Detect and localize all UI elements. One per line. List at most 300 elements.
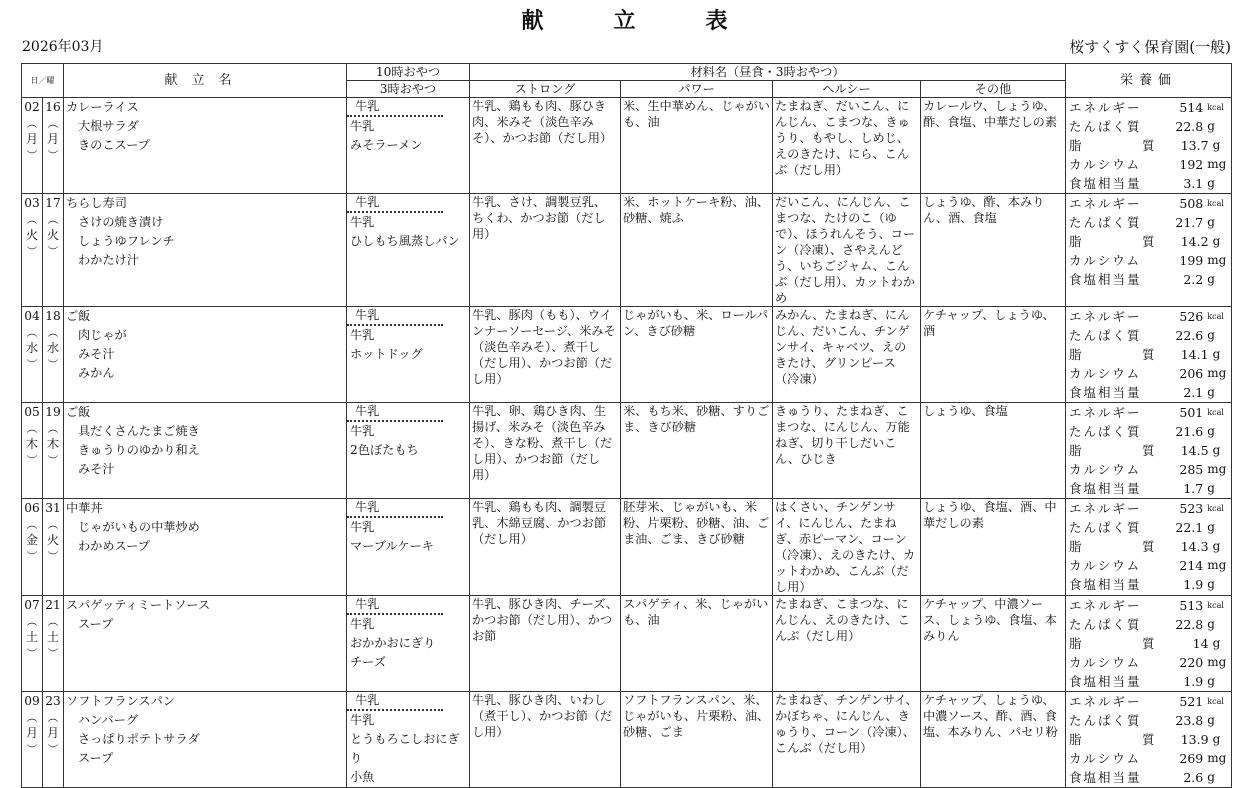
menu-item: みそ汁 (78, 462, 115, 476)
nutrition-unit: mg (1207, 366, 1227, 380)
snack-am-item: 牛乳 (347, 194, 443, 213)
snack-am-item: 牛乳 (347, 403, 443, 422)
nutrition-label: 脂 質 (1069, 732, 1179, 747)
nutrition-value: 22.6 (1175, 328, 1204, 343)
healthy-cell: だいこん、にんじん、こまつな、たけのこ（ゆで）、ほうれんそう、コーン（冷凍）、さやえんどう、いちごジャム、こんぶ（だし用）、カットわかめ (773, 194, 921, 307)
table-row (22, 596, 1232, 692)
menu-item: きゅうりのゆかり和え (78, 443, 200, 457)
other-cell: ケチャップ、中濃ソース、しょうゆ、食塩、本みりん (921, 596, 1066, 692)
nutrition-value: 513 (1179, 598, 1204, 613)
nutrition-row-energy (1069, 596, 1228, 615)
nutrition-value: 14 (1192, 636, 1209, 651)
nutrition-unit: g (1207, 674, 1215, 688)
snack-cell (347, 499, 470, 596)
other-cell: ケチャップ、しょうゆ、酒 (921, 307, 1066, 403)
menu-item: さっぱりポテトサラダ (78, 732, 200, 746)
nutrition-unit: g (1207, 328, 1215, 342)
nutrition-unit: g (1212, 138, 1221, 152)
nutrition-value: 22.8 (1175, 119, 1204, 134)
day-number: 07 (24, 598, 40, 612)
nutrition-row-protein (1069, 117, 1228, 136)
nutrition-row-salt (1069, 768, 1228, 787)
menu-item: 肉じゃが (78, 328, 127, 342)
snack-pm-item: 牛乳 (350, 713, 375, 727)
day-cell-second: 31 ︵ 火 ︶ (43, 499, 64, 596)
header-snack-am: 10時おやつ (347, 64, 470, 81)
day-cell-first: 05 ︵ 木 ︶ (22, 403, 43, 499)
nutrition-row-salt (1069, 672, 1228, 691)
weekday: 水 (25, 341, 39, 355)
nutrition-row-calcium (1069, 749, 1228, 768)
nutrition-value: 14.3 (1180, 539, 1209, 554)
weekday: 土 (46, 630, 60, 644)
nutrition-row-salt (1069, 270, 1228, 289)
nutrition-value: 14.1 (1180, 347, 1209, 362)
nutrition-label: 食塩相当量 (1069, 272, 1142, 287)
nutrition-label: 食塩相当量 (1069, 481, 1142, 496)
snack-am-item: 牛乳 (347, 499, 443, 518)
nutrition-value: 214 (1179, 558, 1204, 573)
nutrition-value: 269 (1179, 751, 1204, 766)
nutrition-value: 22.8 (1175, 617, 1204, 632)
nutrition-value: 2.2 (1183, 272, 1204, 287)
day-cell-second: 19 ︵ 木 ︶ (43, 403, 64, 499)
nutrition-unit: g (1212, 347, 1221, 361)
nutrition-unit: mg (1207, 558, 1227, 572)
snack-am-item: 牛乳 (347, 692, 443, 711)
nutrition-unit: mg (1207, 462, 1227, 476)
nutrition-label: カルシウム (1069, 366, 1142, 381)
nutrition-value: 192 (1179, 157, 1204, 172)
nutrition-row-energy (1069, 194, 1228, 213)
nutrition-unit: g (1212, 539, 1221, 553)
menu-item: みそ汁 (78, 347, 115, 361)
nutrition-value: 2.1 (1183, 385, 1204, 400)
title-char: 表 (705, 8, 730, 34)
nutrition-row-protein (1069, 213, 1228, 232)
strong-cell: 牛乳、鶏もも肉、調製豆乳、木綿豆腐、かつお節（だし用） (470, 499, 621, 596)
snack-pm-item: 牛乳 (350, 424, 375, 438)
menu-item: じゃがいもの中華炒め (78, 520, 200, 534)
nutrition-value: 523 (1179, 501, 1204, 516)
day-number: 05 (24, 405, 40, 419)
nutrition-value: 13.9 (1180, 732, 1209, 747)
snack-pm-item: みそラーメン (350, 138, 423, 152)
header-nutrition: 栄養価 (1066, 64, 1232, 98)
nutrition-label: カルシウム (1069, 655, 1142, 670)
strong-cell: 牛乳、卵、鶏ひき肉、生揚げ、米みそ（淡色辛みそ）、きな粉、煮干し（だし用）、かつお節（だし用） (470, 403, 621, 499)
weekday: 土 (25, 630, 39, 644)
snack-cell (347, 194, 470, 307)
nutrition-unit: kcal (1207, 103, 1224, 112)
nutrition-label: エネルギー (1069, 309, 1142, 324)
snack-pm-item: 牛乳 (350, 520, 375, 534)
nutrition-label: エネルギー (1069, 598, 1142, 613)
table-row (22, 98, 1232, 194)
healthy-cell: はくさい、チンゲンサイ、にんじん、たまねぎ、赤ピーマン、コーン（冷凍）、えのきたけ、カットわかめ、こんぶ（だし用） (773, 499, 921, 596)
nutrition-row-energy (1069, 403, 1228, 422)
menu-cell (64, 403, 347, 499)
nutrition-unit: kcal (1207, 601, 1224, 610)
nutrition-label: たんぱく質 (1069, 713, 1142, 728)
nutrition-label: 食塩相当量 (1069, 385, 1142, 400)
day-cell-first: 02 ︵ 月 ︶ (22, 98, 43, 194)
nutrition-label: 食塩相当量 (1069, 674, 1142, 689)
menu-item: ソフトフランスパン (66, 694, 175, 708)
table-row (22, 692, 1232, 788)
other-cell: しょうゆ、酢、本みりん、酒、食塩 (921, 194, 1066, 307)
nutrition-cell (1066, 98, 1232, 194)
nutrition-label: たんぱく質 (1069, 215, 1142, 230)
nutrition-cell (1066, 403, 1232, 499)
day-number: 17 (45, 196, 61, 210)
day-number: 02 (24, 100, 40, 114)
nutrition-value: 1.7 (1183, 481, 1204, 496)
nutrition-value: 206 (1179, 366, 1204, 381)
nutrition-value: 14.5 (1180, 443, 1209, 458)
nutrition-value: 508 (1179, 196, 1204, 211)
snack-cell (347, 692, 470, 788)
nutrition-row-protein (1069, 422, 1228, 441)
nutrition-unit: mg (1207, 253, 1227, 267)
nutrition-value: 2.6 (1183, 770, 1204, 785)
menu-item: ご飯 (66, 405, 91, 419)
nutrition-value: 1.9 (1183, 674, 1204, 689)
nutrition-label: 脂 質 (1069, 347, 1179, 362)
nutrition-label: エネルギー (1069, 501, 1142, 516)
nutrition-label: カルシウム (1069, 253, 1142, 268)
weekday: 火 (46, 228, 60, 242)
nutrition-value: 1.9 (1183, 577, 1204, 592)
menu-cell (64, 194, 347, 307)
power-cell: 米、もち米、砂糖、すりごま、きび砂糖 (621, 403, 773, 499)
menu-item: しょうゆフレンチ (78, 234, 175, 248)
nutrition-value: 285 (1179, 462, 1204, 477)
nutrition-label: たんぱく質 (1069, 520, 1142, 535)
day-cell-first: 03 ︵ 火 ︶ (22, 194, 43, 307)
snack-pm-item: おかかおにぎり (350, 636, 436, 650)
nutrition-value: 21.6 (1175, 424, 1204, 439)
healthy-cell: たまねぎ、チンゲンサイ、かぼちゃ、にんじん、きゅうり、コーン（冷凍）、こんぶ（だし用） (773, 692, 921, 788)
nutrition-row-energy (1069, 692, 1228, 711)
weekday: 火 (46, 533, 60, 547)
nutrition-unit: g (1207, 577, 1215, 591)
day-number: 04 (24, 309, 40, 323)
nutrition-unit: g (1207, 119, 1215, 133)
snack-pm-item: 牛乳 (350, 119, 375, 133)
nutrition-value: 13.7 (1180, 138, 1209, 153)
header-day: 日／曜 (22, 64, 64, 98)
day-number: 18 (45, 309, 61, 323)
menu-item: ちらし寿司 (66, 196, 127, 210)
nutrition-row-calcium (1069, 155, 1228, 174)
nutrition-label: 脂 質 (1069, 636, 1179, 651)
weekday: 水 (46, 341, 60, 355)
weekday: 木 (46, 437, 60, 451)
nutrition-value: 23.8 (1175, 713, 1204, 728)
nutrition-row-energy (1069, 98, 1228, 117)
snack-cell (347, 596, 470, 692)
snack-pm-item: チーズ (350, 655, 386, 669)
header-snack-pm: 3時おやつ (347, 81, 470, 98)
menu-item: わかめスープ (78, 539, 150, 553)
nutrition-row-calcium (1069, 556, 1228, 575)
menu-cell (64, 499, 347, 596)
healthy-cell: きゅうり、たまねぎ、こまつな、にんじん、万能ねぎ、切り干しだいこん、ひじき (773, 403, 921, 499)
nutrition-unit: g (1212, 732, 1221, 746)
nutrition-row-protein (1069, 615, 1228, 634)
power-cell: スパゲティ、米、じゃがいも、油 (621, 596, 773, 692)
header-other: その他 (921, 81, 1066, 98)
nutrition-unit: g (1207, 272, 1215, 286)
day-number: 06 (24, 501, 40, 515)
weekday: 月 (25, 726, 39, 740)
nutrition-label: エネルギー (1069, 694, 1142, 709)
header-menu-name: 献立名 (64, 64, 347, 98)
nutrition-label: エネルギー (1069, 196, 1142, 211)
day-cell-first: 09 ︵ 月 ︶ (22, 692, 43, 788)
day-number: 23 (45, 694, 61, 708)
nutrition-unit: kcal (1207, 312, 1224, 321)
healthy-cell: たまねぎ、だいこん、にんじん、こまつな、きゅうり、もやし、しめじ、えのきたけ、にら、こんぶ（だし用） (773, 98, 921, 194)
weekday: 月 (46, 726, 60, 740)
nutrition-value: 501 (1179, 405, 1204, 420)
nutrition-value: 514 (1179, 100, 1204, 115)
nutrition-unit: g (1207, 770, 1215, 784)
healthy-cell: たまねぎ、こまつな、にんじん、えのきたけ、こんぶ（だし用） (773, 596, 921, 692)
day-cell-second: 21 ︵ 土 ︶ (43, 596, 64, 692)
day-number: 31 (45, 501, 61, 515)
nutrition-label: たんぱく質 (1069, 617, 1142, 632)
menu-item: ご飯 (66, 309, 91, 323)
nutrition-row-fat (1069, 345, 1228, 364)
snack-pm-item: 2色ぼたもち (350, 443, 419, 457)
nutrition-unit: g (1207, 617, 1215, 631)
nutrition-label: 脂 質 (1069, 138, 1179, 153)
table-row (22, 403, 1232, 499)
nutrition-unit: g (1207, 215, 1215, 229)
other-cell: カレールウ、しょうゆ、酢、食塩、中華だしの素 (921, 98, 1066, 194)
snack-pm-item: 牛乳 (350, 617, 375, 631)
organization-name: 桜すくすく保育園(一般) (1069, 38, 1231, 56)
nutrition-unit: g (1207, 713, 1215, 727)
nutrition-label: エネルギー (1069, 100, 1142, 115)
day-cell-first: 07 ︵ 土 ︶ (22, 596, 43, 692)
nutrition-row-calcium (1069, 460, 1228, 479)
nutrition-cell (1066, 499, 1232, 596)
table-row (22, 194, 1232, 307)
day-number: 16 (45, 100, 61, 114)
nutrition-row-fat (1069, 537, 1228, 556)
nutrition-cell (1066, 692, 1232, 788)
weekday: 月 (25, 132, 39, 146)
nutrition-row-energy (1069, 307, 1228, 326)
nutrition-value: 220 (1179, 655, 1204, 670)
menu-item: スープ (78, 617, 114, 631)
menu-item: 中華丼 (66, 501, 103, 515)
menu-table (21, 63, 1232, 788)
power-cell: 胚芽米、じゃがいも、米粉、片栗粉、砂糖、油、ごま油、ごま、きび砂糖 (621, 499, 773, 596)
menu-item: きのこスープ (78, 138, 150, 152)
nutrition-value: 21.7 (1175, 215, 1204, 230)
nutrition-cell (1066, 307, 1232, 403)
title-char: 献 (521, 8, 546, 34)
day-number: 21 (45, 598, 61, 612)
strong-cell: 牛乳、豚ひき肉、チーズ、かつお節（だし用）、かつお節 (470, 596, 621, 692)
snack-pm-item: マーブルケーキ (350, 539, 434, 553)
weekday: 木 (25, 437, 39, 451)
nutrition-row-fat (1069, 634, 1228, 653)
menu-cell (64, 307, 347, 403)
nutrition-unit: g (1207, 176, 1215, 190)
nutrition-label: カルシウム (1069, 157, 1142, 172)
header-power: パワー (621, 81, 773, 98)
day-cell-second: 16 ︵ 月 ︶ (43, 98, 64, 194)
day-cell-first: 06 ︵ 金 ︶ (22, 499, 43, 596)
snack-pm-item: とうもろこしおにぎり (350, 732, 460, 765)
day-number: 19 (45, 405, 61, 419)
menu-item: わかたけ汁 (78, 253, 139, 267)
page-title (0, 4, 1251, 35)
day-cell-second: 17 ︵ 火 ︶ (43, 194, 64, 307)
snack-pm-item: 牛乳 (350, 215, 375, 229)
day-cell-second: 18 ︵ 水 ︶ (43, 307, 64, 403)
nutrition-value: 199 (1179, 253, 1204, 268)
nutrition-unit: mg (1207, 157, 1227, 171)
snack-pm-item: 小魚 (350, 770, 375, 784)
nutrition-row-protein (1069, 711, 1228, 730)
menu-item: 大根サラダ (78, 119, 139, 133)
menu-cell (64, 692, 347, 788)
menu-item: スパゲッティミートソース (66, 598, 211, 612)
nutrition-unit: g (1212, 234, 1221, 248)
other-cell: しょうゆ、食塩、酒、中華だしの素 (921, 499, 1066, 596)
nutrition-row-salt (1069, 383, 1228, 402)
snack-am-item: 牛乳 (347, 98, 443, 117)
nutrition-unit: kcal (1207, 697, 1224, 706)
title-char: 立 (613, 8, 638, 34)
nutrition-row-calcium (1069, 251, 1228, 270)
menu-item: カレーライス (66, 100, 139, 114)
nutrition-unit: kcal (1207, 199, 1224, 208)
nutrition-label: 食塩相当量 (1069, 770, 1142, 785)
nutrition-row-fat (1069, 441, 1228, 460)
menu-cell (64, 596, 347, 692)
strong-cell: 牛乳、豚肉（もも）、ウインナーソーセージ、米みそ（淡色辛みそ）、煮干し（だし用）、かつお節（だし用） (470, 307, 621, 403)
snack-pm-item: 牛乳 (350, 328, 375, 342)
nutrition-row-calcium (1069, 364, 1228, 383)
nutrition-unit: mg (1207, 655, 1227, 669)
nutrition-unit: kcal (1207, 408, 1224, 417)
day-cell-first: 04 ︵ 水 ︶ (22, 307, 43, 403)
nutrition-cell (1066, 194, 1232, 307)
power-cell: 米、ホットケーキ粉、油、砂糖、焼ふ (621, 194, 773, 307)
header-healthy: ヘルシー (773, 81, 921, 98)
nutrition-label: 脂 質 (1069, 539, 1179, 554)
nutrition-label: たんぱく質 (1069, 424, 1142, 439)
nutrition-value: 14.2 (1180, 234, 1209, 249)
header-strong: ストロング (470, 81, 621, 98)
snack-cell (347, 98, 470, 194)
table-row (22, 499, 1232, 596)
other-cell: しょうゆ、食塩 (921, 403, 1066, 499)
nutrition-label: たんぱく質 (1069, 119, 1142, 134)
nutrition-value: 22.1 (1175, 520, 1204, 535)
nutrition-label: たんぱく質 (1069, 328, 1142, 343)
nutrition-label: カルシウム (1069, 558, 1142, 573)
nutrition-row-fat (1069, 730, 1228, 749)
nutrition-unit: g (1207, 385, 1215, 399)
menu-item: 具だくさんたまご焼き (78, 424, 200, 438)
snack-am-item: 牛乳 (347, 596, 443, 615)
other-cell: ケチャップ、しょうゆ、中濃ソース、酢、酒、食塩、本みりん、パセリ粉 (921, 692, 1066, 788)
header-ingredients: 材料名（昼食・3時おやつ） (470, 64, 1066, 81)
day-number: 09 (24, 694, 40, 708)
nutrition-unit: g (1212, 443, 1221, 457)
menu-item: さけの焼き漬け (78, 215, 164, 229)
power-cell: ソフトフランスパン、米、じゃがいも、片栗粉、油、砂糖、ごま (621, 692, 773, 788)
nutrition-row-salt (1069, 575, 1228, 594)
nutrition-label: 脂 質 (1069, 443, 1179, 458)
snack-pm-item: ひしもち風蒸しパン (350, 234, 460, 248)
nutrition-cell (1066, 596, 1232, 692)
snack-cell (347, 403, 470, 499)
weekday: 金 (25, 533, 39, 547)
nutrition-label: 食塩相当量 (1069, 176, 1142, 191)
nutrition-row-protein (1069, 518, 1228, 537)
nutrition-unit: g (1207, 424, 1215, 438)
nutrition-row-fat (1069, 232, 1228, 251)
power-cell: 米、生中華めん、じゃがいも、油 (621, 98, 773, 194)
snack-pm-item: ホットドッグ (350, 347, 423, 361)
nutrition-row-calcium (1069, 653, 1228, 672)
menu-item: スープ (78, 751, 114, 765)
strong-cell: 牛乳、さけ、調製豆乳、ちくわ、かつお節（だし用） (470, 194, 621, 307)
nutrition-label: エネルギー (1069, 405, 1142, 420)
table-row (22, 307, 1232, 403)
nutrition-value: 526 (1179, 309, 1204, 324)
nutrition-row-salt (1069, 174, 1228, 193)
snack-cell (347, 307, 470, 403)
menu-month: 2026年03月 (22, 39, 104, 55)
nutrition-unit: g (1212, 636, 1221, 650)
nutrition-value: 3.1 (1183, 176, 1204, 191)
menu-item: ハンバーグ (78, 713, 139, 727)
strong-cell: 牛乳、鶏もも肉、豚ひき肉、米みそ（淡色辛みそ）、かつお節（だし用） (470, 98, 621, 194)
day-cell-second: 23 ︵ 月 ︶ (43, 692, 64, 788)
nutrition-unit: g (1207, 481, 1215, 495)
nutrition-row-energy (1069, 499, 1228, 518)
strong-cell: 牛乳、豚ひき肉、いわし（煮干し）、かつお節（だし用） (470, 692, 621, 788)
nutrition-row-protein (1069, 326, 1228, 345)
menu-cell (64, 98, 347, 194)
day-number: 03 (24, 196, 40, 210)
nutrition-unit: g (1207, 520, 1215, 534)
weekday: 火 (25, 228, 39, 242)
healthy-cell: みかん、たまねぎ、にんじん、だいこん、チンゲンサイ、キャベツ、えのきたけ、グリンピース（冷凍） (773, 307, 921, 403)
nutrition-label: 食塩相当量 (1069, 577, 1142, 592)
nutrition-row-fat (1069, 136, 1228, 155)
weekday: 月 (46, 132, 60, 146)
nutrition-unit: mg (1207, 751, 1227, 765)
snack-am-item: 牛乳 (347, 307, 443, 326)
nutrition-label: カルシウム (1069, 462, 1142, 477)
nutrition-value: 521 (1179, 694, 1204, 709)
menu-item: みかん (78, 366, 115, 380)
nutrition-label: 脂 質 (1069, 234, 1179, 249)
power-cell: じゃがいも、米、ロールパン、きび砂糖 (621, 307, 773, 403)
nutrition-unit: kcal (1207, 504, 1224, 513)
